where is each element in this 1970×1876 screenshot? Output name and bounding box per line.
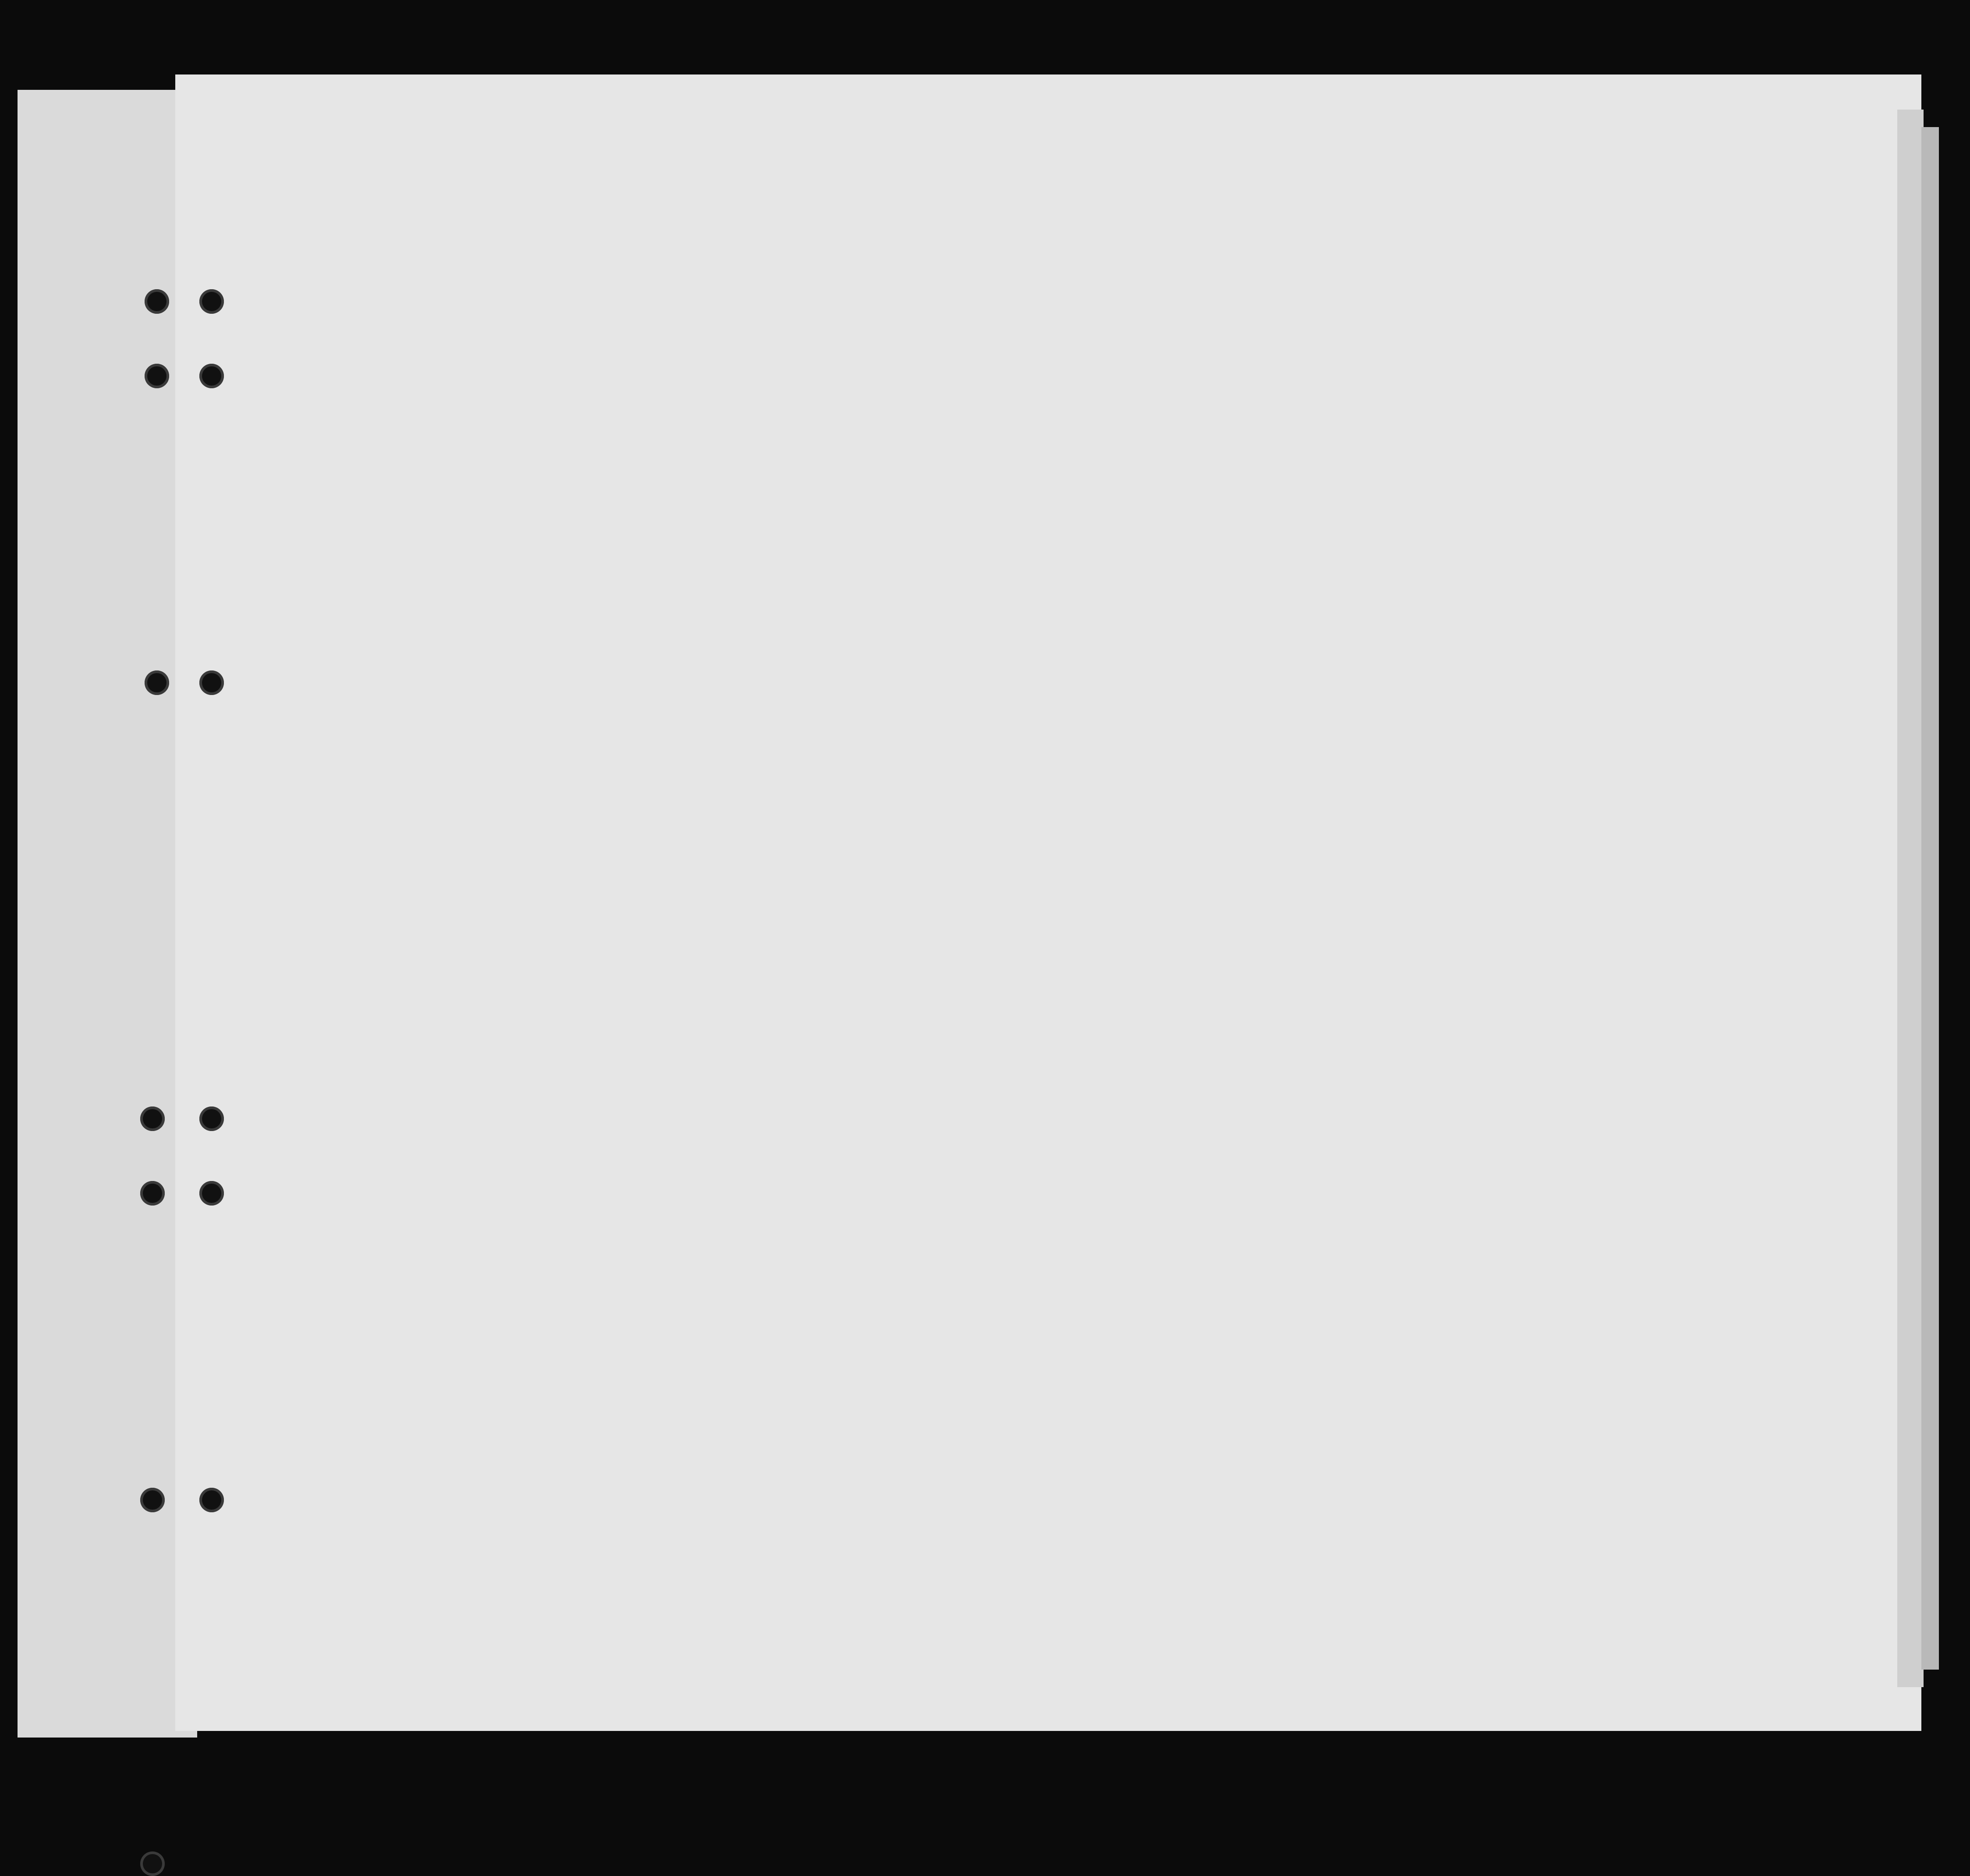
binder-hole	[140, 1488, 165, 1512]
binder-hole	[145, 364, 169, 388]
binder-hole	[199, 670, 224, 695]
binder-hole	[140, 1851, 165, 1876]
binder-hole	[199, 1181, 224, 1206]
binder-hole	[140, 1181, 165, 1206]
binder-hole	[140, 1106, 165, 1131]
binder-hole	[145, 289, 169, 314]
binder-hole	[199, 1488, 224, 1512]
binder-hole	[145, 670, 169, 695]
binder-hole	[199, 1106, 224, 1131]
binder-hole	[199, 289, 224, 314]
binder-hole	[199, 364, 224, 388]
